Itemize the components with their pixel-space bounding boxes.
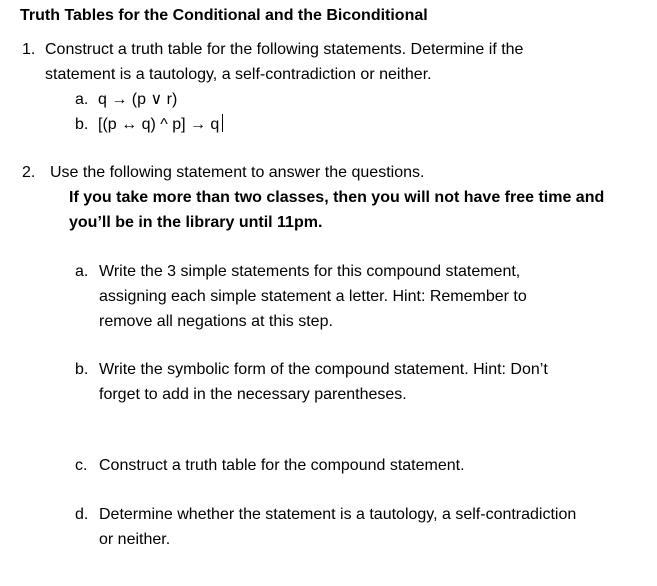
q1b-statement: [(p ↔ q) ^ p] → q — [98, 116, 220, 133]
q1a-label: a. — [75, 91, 89, 108]
q2c-line1: Construct a truth table for the compound statement. — [99, 457, 465, 474]
q2-statement-line2: you’ll be in the library until 11pm. — [69, 214, 323, 231]
q2d-line2: or neither. — [99, 531, 171, 548]
q2b-line1: Write the symbolic form of the compound statement. Hint: Don’t — [99, 361, 548, 378]
q2a-line2: assigning each simple statement a letter. Hint: Remember to — [99, 288, 527, 305]
text-cursor — [222, 114, 223, 132]
q2b-line2: forget to add in the necessary parentheses. — [99, 386, 407, 403]
q2a-label: a. — [75, 263, 89, 280]
q2a-line1: Write the 3 simple statements for this compound statement, — [99, 263, 521, 280]
q2-statement-line1: If you take more than two classes, then you will not have free time and — [69, 189, 605, 206]
q2c-label: c. — [75, 457, 88, 474]
q1-text-line1: Construct a truth table for the following statements. Determine if the — [45, 41, 524, 58]
document-title: Truth Tables for the Conditional and the Biconditional — [20, 7, 428, 24]
q2-intro: Use the following statement to answer the questions. — [50, 164, 425, 181]
q1b-statement-wrap — [98, 113, 223, 137]
q2d-line1: Determine whether the statement is a tautology, a self-contradiction — [99, 506, 577, 523]
q1-number: 1. — [22, 41, 36, 58]
q2b-label: b. — [75, 361, 89, 378]
q2a-line3: remove all negations at this step. — [99, 313, 333, 330]
q1a-statement: q → (p ∨ r) — [98, 91, 178, 108]
q2-number: 2. — [22, 164, 36, 181]
q1-text-line2: statement is a tautology, a self-contradiction or neither. — [45, 66, 432, 83]
q1b-label: b. — [75, 116, 89, 133]
q2d-label: d. — [75, 506, 89, 523]
